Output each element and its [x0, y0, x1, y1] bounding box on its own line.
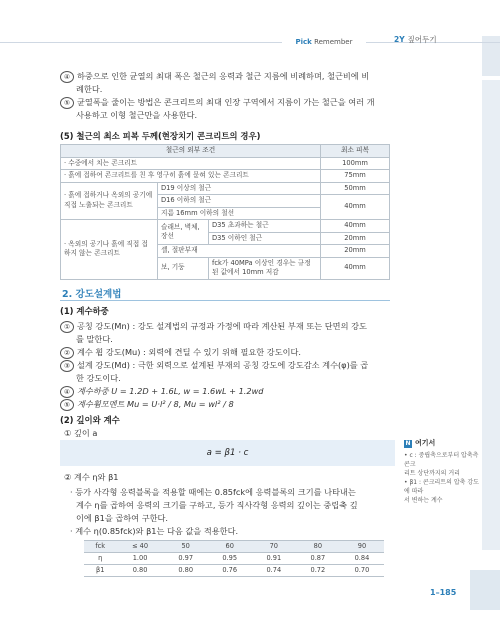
sub2-title: (2) 깊이와 계수: [60, 415, 120, 425]
table-row: η 1.00 0.97 0.95 0.91 0.87 0.84: [84, 553, 384, 565]
table-row: · 흙에 접하여 콘크리트를 친 후 영구히 흙에 묻혀 있는 콘크리트 75mm: [61, 170, 390, 183]
item-mid-1: ① 공칭 강도(Mn) : 강도 설계법의 규정과 가정에 따라 계산된 부재 또는 단면의 강도: [60, 320, 390, 333]
table-row: 지름 16mm 이하의 철선: [61, 207, 390, 220]
sidebar-note-body: • c : 중립축으로부터 압축측 콘크 리트 상단까지의 거리 • β1 : 콘크리트의 압축 강도에 따라 서 변하는 계수: [404, 452, 479, 504]
section5-title: (5) 철근의 최소 피복 두께(현장치기 콘크리트의 경우): [60, 131, 261, 141]
right-margin-bar: [482, 80, 500, 550]
item-mid-5: ⑤ 계수휨모멘트 Mu = U·l² / 8, Mu = wl² / 8: [60, 398, 390, 411]
eta-item: ② 계수 η와 β1: [64, 472, 119, 482]
header-brand: Pick Remember: [282, 36, 366, 48]
note-icon: N: [405, 440, 411, 447]
cover-col-min: 최소 피복: [321, 145, 390, 158]
page-number: 1–185: [430, 588, 457, 597]
table-row: D16 이하의 철근 40mm: [61, 195, 390, 208]
bottom-corner-bar: [470, 570, 500, 610]
cover-col-condition: 철근의 외부 조건: [61, 145, 321, 158]
depth-item: ① 깊이 a: [64, 428, 98, 438]
eta-bullets: [70, 486, 395, 538]
items-top: [60, 70, 390, 122]
item-4: ④ 하중으로 인한 균열의 최대 폭은 철근의 응력과 철근 지름에 비례하며, 철근비에 비: [60, 70, 390, 83]
header-section-code: 2Y: [394, 35, 405, 44]
formula-depth: a = β1 · c: [60, 440, 395, 466]
table-row: 보, 기둥 fck가 40MPa 이상인 경우는 규정된 값에서 10mm 저감 40mm: [61, 257, 390, 279]
item-mid-1-cont: 를 말한다.: [76, 334, 113, 344]
table-row: fck ≤ 40 50 60 70 80 90: [84, 541, 384, 553]
table-row: · 흙에 접하거나 옥외의 공기에 직접 노출되는 콘크리트 D19 이상의 철근 50mm: [61, 182, 390, 195]
header-section: [394, 34, 437, 45]
sub1-title: (1) 계수하중: [60, 306, 109, 316]
item-4-cont: 례한다.: [76, 84, 103, 94]
eta-bullet-1: · 등가 사각형 응력블록을 적용할 때에는 0.85fck에 응력블록의 크기를 나타내는: [70, 487, 356, 497]
eta-beta-table: [84, 540, 384, 577]
eta-bullet-2: 계수 η를 곱하여 응력의 크기를 구하고, 등가 직사각형 응력의 깊이는 중립축 깊: [76, 500, 358, 510]
table-row: · 옥외의 공기나 흙에 직접 접하지 않는 콘크리트 슬래브, 벽체, 장선 D35 초과하는 철근 40mm: [61, 220, 390, 233]
item-mid-2: ② 계수 휨 강도(Mu) : 외력에 견딜 수 있기 위해 필요한 강도이다.: [60, 346, 390, 359]
section-title-rule: [60, 300, 390, 301]
item-mid-3-cont: 한 강도이다.: [76, 373, 121, 383]
section-title-strength-design: 2. 강도설계법: [62, 289, 122, 300]
table-row: β1 0.80 0.80 0.76 0.74 0.72 0.70: [84, 565, 384, 577]
table-row: 셸, 절판부재 20mm: [61, 245, 390, 258]
item-mid-4: ④ 계수하중 U = 1.2D + 1.6L, w = 1.6wL + 1.2wd: [60, 385, 390, 398]
eta-bullet-3: 이에 β1을 곱하여 구한다.: [76, 513, 169, 523]
table-row: · 수중에서 치는 콘크리트 100mm: [61, 157, 390, 170]
item-5: ⑤ 균열폭을 줄이는 방법은 콘크리트의 최대 인장 구역에서 지름이 가는 철근을 여러 개: [60, 96, 390, 109]
header-section-title: 짚어두기: [407, 35, 437, 44]
eta-bullet-4: · 계수 η(0.85fck)와 β1는 다음 값을 적용한다.: [70, 526, 239, 536]
items-mid: [60, 320, 390, 411]
sidebar-note-title: N 여기서: [405, 439, 436, 447]
table-row: D35 이하인 철근 20mm: [61, 232, 390, 245]
cover-table: [60, 144, 390, 280]
item-mid-3: ③ 설계 강도(Md) : 극한 외력으로 설계된 부재의 공칭 강도에 강도감소 계수(φ)를 곱: [60, 359, 390, 372]
item-5-cont: 사용하고 이형 철근만을 사용한다.: [76, 110, 198, 120]
